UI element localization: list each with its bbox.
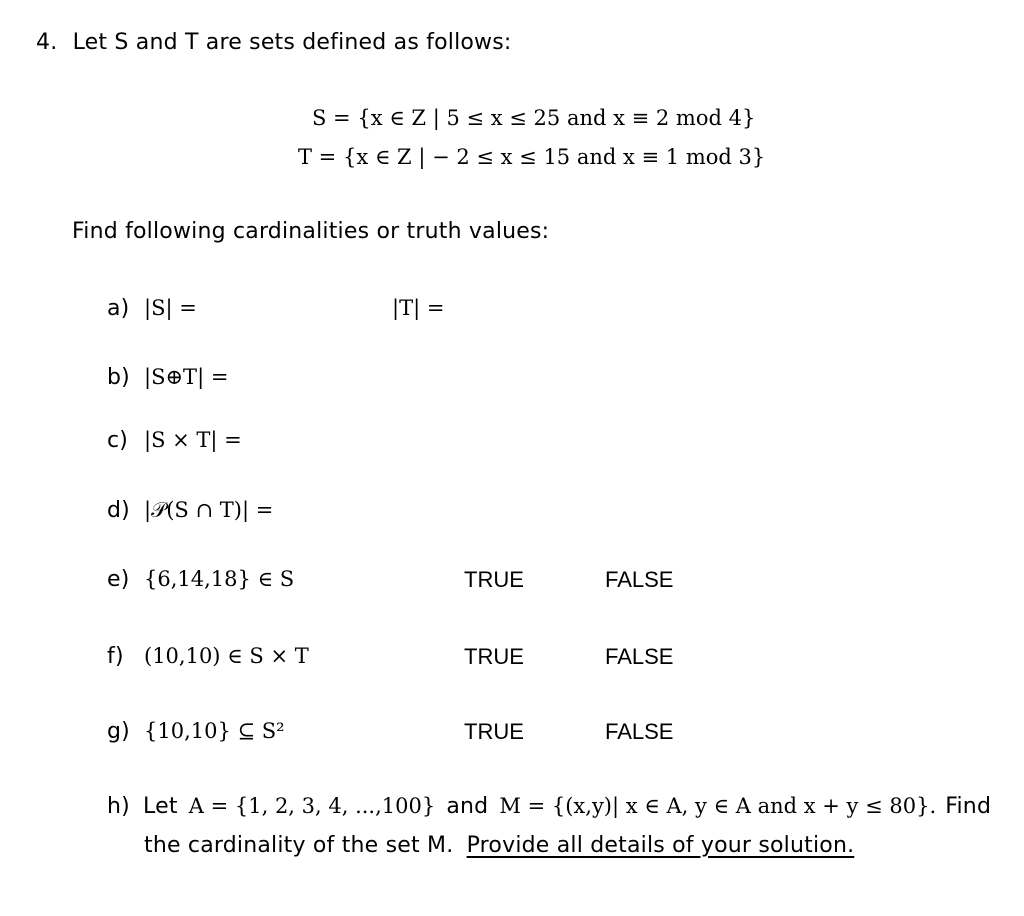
set-s-definition: S = {x ∈ Z | 5 ≤ x ≤ 25 and x ≡ 2 mod 4} <box>312 106 756 130</box>
question-intro: Let S and T are sets defined as follows: <box>72 30 512 55</box>
part-e-label: e) <box>107 567 130 592</box>
part-h-set-a: A = {1, 2, 3, 4, ...,100} <box>188 794 436 818</box>
set-t-definition: T = {x ∈ Z | − 2 ≤ x ≤ 15 and x ≡ 1 mod 3} <box>298 145 766 169</box>
part-g-label: g) <box>107 719 130 744</box>
part-h-details-instruction: Provide all details of your solution. <box>466 833 855 858</box>
part-e-false-option[interactable]: FALSE <box>605 567 674 592</box>
part-h-let: Let <box>143 794 178 819</box>
part-g-true-option[interactable]: TRUE <box>464 719 524 744</box>
part-e-expression: {6,14,18} ∈ S <box>144 567 295 591</box>
part-h-find: Find <box>945 794 992 819</box>
part-f-label: f) <box>107 644 124 669</box>
part-a-label: a) <box>107 296 130 321</box>
instruction-text: Find following cardinalities or truth values: <box>72 219 550 244</box>
part-d-expression: |𝒫(S ∩ T)| = <box>144 498 274 522</box>
part-c-expression: |S × T| = <box>144 428 242 452</box>
part-f-true-option[interactable]: TRUE <box>464 644 524 669</box>
question-number: 4. <box>36 30 58 55</box>
part-g-expression: {10,10} ⊆ S² <box>144 719 285 743</box>
part-h-cardinality-text: the cardinality of the set M. <box>144 833 454 858</box>
part-f-expression: (10,10) ∈ S × T <box>144 644 309 668</box>
part-h-and: and <box>446 794 489 819</box>
part-a-expression: |S| = <box>144 296 197 320</box>
question-header <box>36 30 512 55</box>
part-b-expression: |S⊕T| = <box>144 365 229 389</box>
part-h-label: h) <box>107 794 130 819</box>
part-h-set-m: M = {(x,y)| x ∈ A, y ∈ A and x + y ≤ 80}. <box>499 794 937 818</box>
part-g-false-option[interactable]: FALSE <box>605 719 674 744</box>
part-h-line-2 <box>144 833 854 858</box>
part-a-expression-t: |T| = <box>392 296 445 320</box>
part-d-label: d) <box>107 498 130 523</box>
part-f-false-option[interactable]: FALSE <box>605 644 674 669</box>
part-b-label: b) <box>107 365 130 390</box>
part-c-label: c) <box>107 428 129 453</box>
part-e-true-option[interactable]: TRUE <box>464 567 524 592</box>
part-h-line-1 <box>107 794 991 819</box>
